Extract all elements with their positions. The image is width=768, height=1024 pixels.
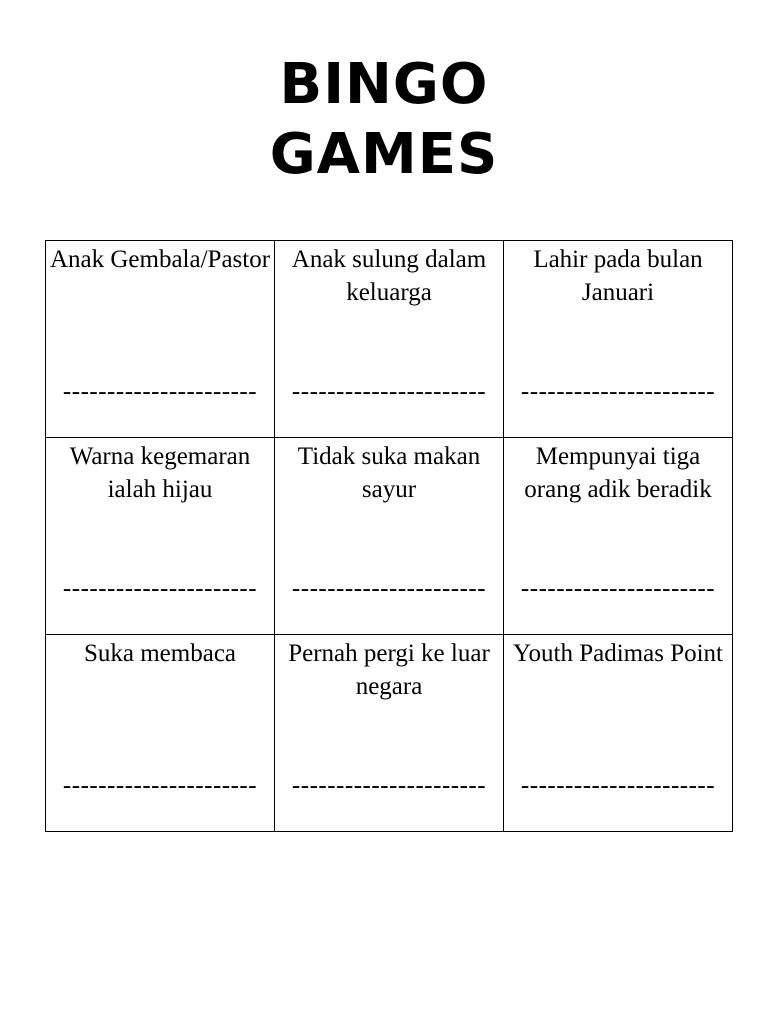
signature-line: ---------------------- [291, 575, 487, 602]
cell-prompt: Mempunyai tiga orang adik beradik [524, 443, 712, 503]
signature-line: ---------------------- [520, 575, 716, 602]
bingo-cell [275, 438, 504, 635]
bingo-cell [504, 438, 733, 635]
signature-line: ---------------------- [291, 772, 487, 799]
cell-prompt: Warna kegemaran ialah hijau [69, 443, 251, 503]
cell-prompt: Pernah pergi ke luar negara [288, 640, 490, 700]
signature-line: ---------------------- [62, 575, 258, 602]
bingo-cell [46, 635, 275, 832]
cell-prompt: Anak Gembala/Pastor [49, 246, 271, 273]
page-title [0, 50, 768, 190]
bingo-row [46, 241, 733, 438]
cell-prompt: Youth Padimas Point [512, 640, 723, 667]
cell-prompt: Anak sulung dalam keluarga [291, 246, 487, 306]
bingo-cell [504, 635, 733, 832]
cell-prompt: Tidak suka makan sayur [297, 443, 481, 503]
signature-line: ---------------------- [62, 378, 258, 405]
title-line-2: GAMES [269, 122, 499, 187]
signature-line: ---------------------- [520, 378, 716, 405]
cell-prompt: Lahir pada bulan Januari [533, 246, 703, 306]
bingo-row [46, 635, 733, 832]
signature-line: ---------------------- [520, 772, 716, 799]
bingo-cell [46, 241, 275, 438]
signature-line: ---------------------- [291, 378, 487, 405]
bingo-cell [275, 635, 504, 832]
bingo-row [46, 438, 733, 635]
bingo-cell [504, 241, 733, 438]
bingo-cell [275, 241, 504, 438]
title-line-1: BINGO [279, 52, 489, 117]
bingo-grid [45, 240, 733, 832]
cell-prompt: Suka membaca [83, 640, 237, 667]
signature-line: ---------------------- [62, 772, 258, 799]
bingo-cell [46, 438, 275, 635]
